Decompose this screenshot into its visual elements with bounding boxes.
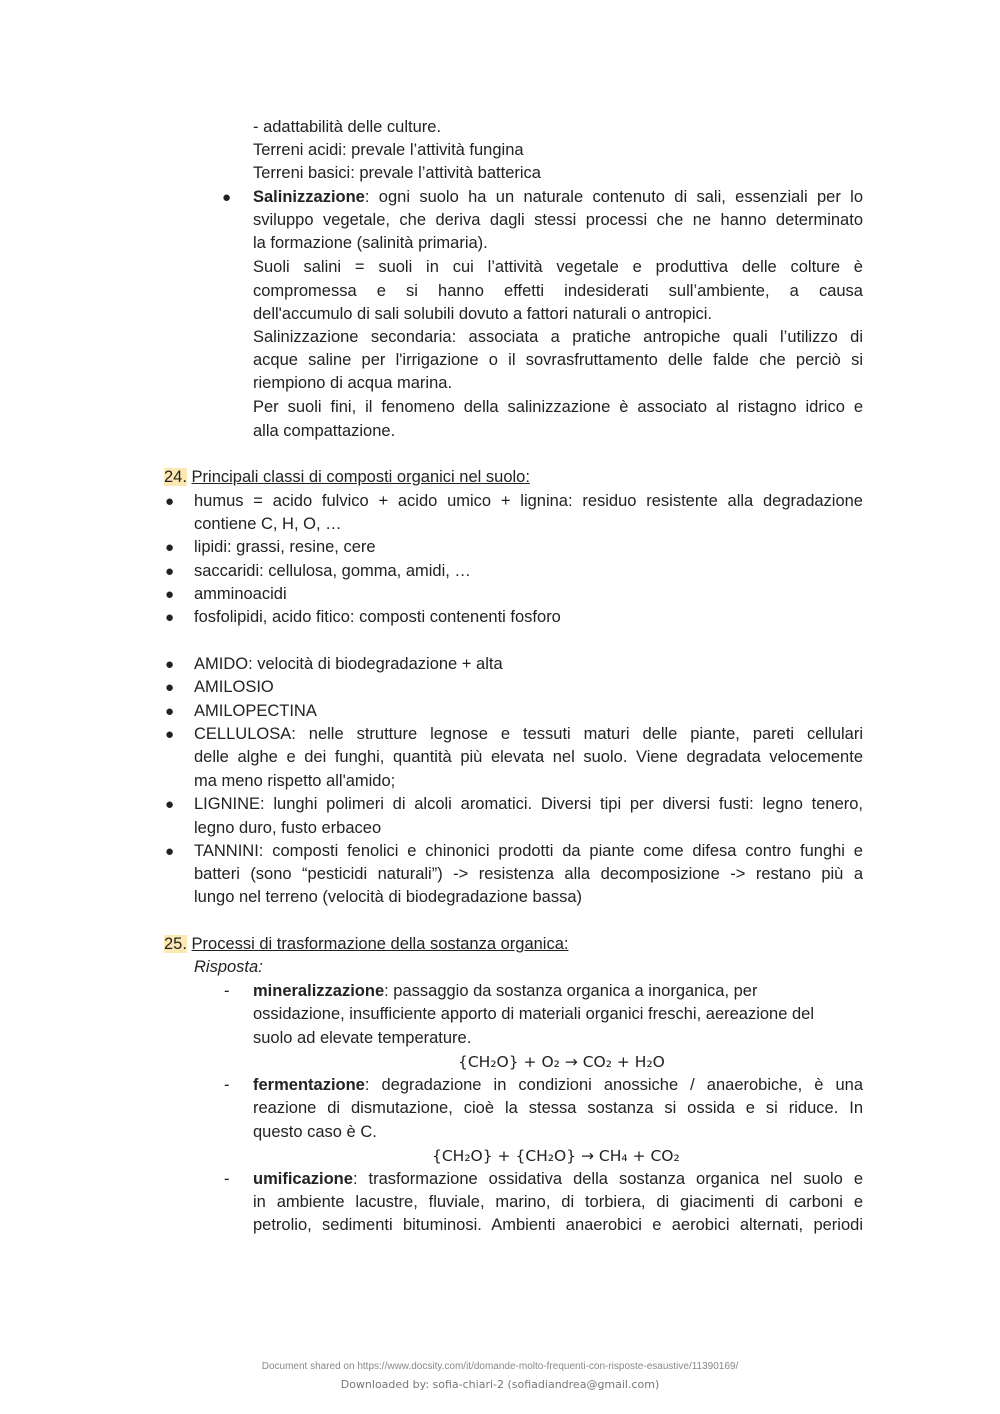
- list-item: AMILOSIO: [194, 678, 274, 696]
- list-item: [253, 980, 757, 1003]
- dash-marker: -: [224, 1170, 230, 1188]
- text-line: petrolio, sedimenti bituminosi. Ambienti anaerobici e aerobici alternati, periodi: [253, 1216, 863, 1234]
- list-item: humus = acido fulvico + acido umico + lignina: residuo resistente alla degradazione: [194, 492, 863, 510]
- bullet-icon: ●: [165, 539, 175, 556]
- bullet-icon: ●: [165, 796, 175, 813]
- bullet-icon: ●: [165, 843, 175, 860]
- text-span: : passaggio da sostanza organica a inorganica, per: [384, 982, 758, 1000]
- text-line: alla compattazione.: [253, 422, 396, 440]
- text-line: [253, 186, 863, 209]
- term-mineralizzazione: mineralizzazione: [253, 982, 385, 1000]
- section-number: 25.: [164, 935, 187, 953]
- text-line: batteri (sono “pesticidi naturali”) -> resistenza alla decomposizione -> restano più a: [194, 865, 863, 883]
- text-line: ossidazione, insufficiente apporto di materiali organici freschi, aereazione del: [253, 1005, 815, 1023]
- text-line: compromessa e si hanno effetti indesiderati sull’ambiente, a causa: [253, 282, 863, 300]
- term-umificazione: umificazione: [253, 1170, 353, 1188]
- list-item: AMILOPECTINA: [194, 702, 317, 720]
- list-item: AMIDO: velocità di biodegradazione + alta: [194, 655, 503, 673]
- section-title: Processi di trasformazione della sostanza organica:: [191, 935, 569, 953]
- list-item: lipidi: grassi, resine, cere: [194, 538, 376, 556]
- bullet-icon: ●: [165, 493, 175, 510]
- formula-mineralization: {CH₂O} + O₂ → CO₂ + H₂O: [458, 1053, 665, 1071]
- dash-marker: -: [224, 982, 230, 1000]
- section-title: Principali classi di composti organici nel suolo:: [191, 468, 530, 486]
- list-item: amminoacidi: [194, 585, 287, 603]
- text-line: Terreni basici: prevale l’attività batterica: [253, 164, 541, 182]
- bullet-icon: ●: [165, 609, 175, 626]
- answer-label: [194, 956, 263, 979]
- text-line: contiene C, H, O, …: [194, 515, 342, 533]
- text-line: dell'accumulo di sali solubili dovuto a fattori naturali o antropici.: [253, 305, 712, 323]
- bullet-icon: ●: [165, 726, 175, 743]
- list-item: CELLULOSA: nelle strutture legnose e tessuti maturi delle piante, pareti cellulari: [194, 725, 863, 743]
- bullet-icon: ●: [165, 679, 175, 696]
- footer-shared-link[interactable]: Document shared on https://www.docsity.com/it/domande-molto-frequenti-con-risposte-esaustive/11390169/: [261, 1361, 739, 1372]
- section-number: 24.: [164, 468, 187, 486]
- dash-marker: -: [224, 1076, 230, 1094]
- footer-downloaded-by: Downloaded by: sofia-chiari-2 (sofiadiandrea@gmail.com): [340, 1378, 660, 1391]
- list-item: TANNINI: composti fenolici e chinonici prodotti da piante come difesa contro funghi e: [194, 842, 863, 860]
- section-heading-25: [164, 933, 568, 956]
- text-line: Terreni acidi: prevale l’attività fungina: [253, 141, 524, 159]
- text-line: in ambiente lacustre, fluviale, marino, di torbiera, di giacimenti di carboni e: [253, 1193, 863, 1211]
- text-line: lungo nel terreno (velocità di biodegradazione bassa): [194, 888, 582, 906]
- list-item: fosfolipidi, acido fitico: composti contenenti fosforo: [194, 608, 561, 626]
- term-salinizzazione: Salinizzazione: [253, 188, 365, 206]
- text-line: la formazione (salinità primaria).: [253, 234, 488, 252]
- text-span: : degradazione in condizioni anossiche / anaerobiche, è una: [364, 1076, 863, 1094]
- answer-label-text: Risposta:: [194, 958, 263, 976]
- text-line: reazione di dismutazione, cioè la stessa sostanza si ossida e si riduce. In: [253, 1099, 863, 1117]
- list-item: LIGNINE: lunghi polimeri di alcoli aromatici. Diversi tipi per diversi fusti: legno tenero,: [194, 795, 863, 813]
- text-line: Per suoli fini, il fenomeno della salinizzazione è associato al ristagno idrico e: [253, 398, 863, 416]
- text-line: riempiono di acqua marina.: [253, 374, 453, 392]
- text-line: sviluppo vegetale, che deriva dagli stessi processi che ne hanno determinato: [253, 211, 863, 229]
- bullet-icon: ●: [222, 189, 232, 206]
- bullet-icon: ●: [165, 586, 175, 603]
- text-line: ma meno rispetto all'amido;: [194, 772, 396, 790]
- text-line: - adattabilità delle culture.: [253, 118, 442, 136]
- text-line: delle alghe e dei funghi, quantità più elevata nel suolo. Viene degradata velocemente: [194, 748, 863, 766]
- text-line: legno duro, fusto erbaceo: [194, 819, 382, 837]
- text-line: Suoli salini = suoli in cui l’attività vegetale e produttiva delle colture è: [253, 258, 863, 276]
- bullet-icon: ●: [165, 563, 175, 580]
- list-item: [253, 1168, 863, 1191]
- term-fermentazione: fermentazione: [253, 1076, 365, 1094]
- text-line: questo caso è C.: [253, 1123, 377, 1141]
- list-item: [253, 1074, 863, 1097]
- bullet-icon: ●: [165, 656, 175, 673]
- text-line: acque saline per l'irrigazione o il sovrasfruttamento delle falde che perciò si: [253, 351, 863, 369]
- formula-fermentation: {CH₂O} + {CH₂O} → CH₄ + CO₂: [432, 1147, 680, 1165]
- section-heading-24: [164, 466, 530, 489]
- text-span: : trasformazione ossidativa della sostanza organica nel suolo e: [352, 1170, 863, 1188]
- list-item: saccaridi: cellulosa, gomma, amidi, …: [194, 562, 471, 580]
- text-span: : ogni suolo ha un naturale contenuto di sali, essenziali per lo: [364, 188, 863, 206]
- text-line: Salinizzazione secondaria: associata a pratiche antropiche quali l’utilizzo di: [253, 328, 863, 346]
- bullet-icon: ●: [165, 703, 175, 720]
- text-line: suolo ad elevate temperature.: [253, 1029, 472, 1047]
